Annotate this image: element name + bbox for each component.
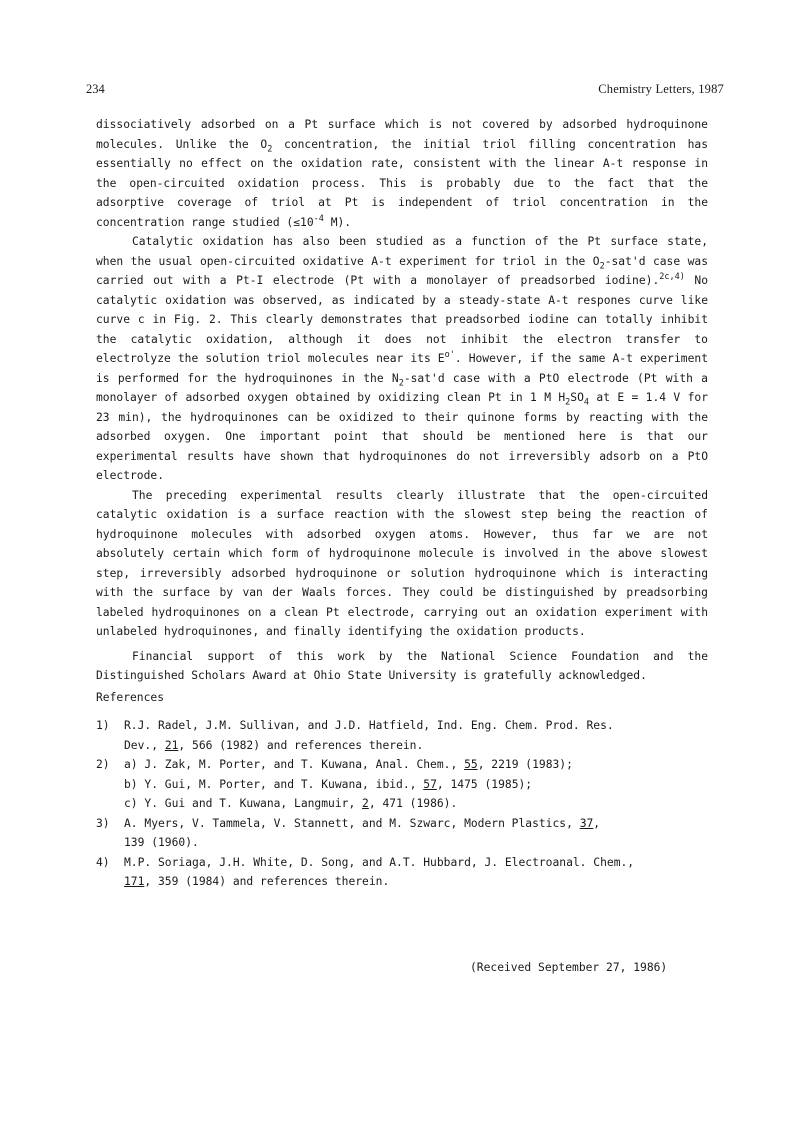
paragraph-2: Catalytic oxidation has also been studied as a function of the Pt surface state, when the usual open-circuited oxidative A-t experiment for triol in the $O_2-sat'd$ case was carried out with a Pt-I electrode (Pt with a monolayer of preadsorbed iodine).$^{2c,4)}$ No catalytic oxidation was observed, as indicated by a steady-state A-t respones curve like curve c in Fig. 2. This clearly demonstrates that preadsorbed iodine can totally inhibit the catalytic oxidation, although it does not inhibit the electron transfer to electrolyze the solution triol molecules near its $E^{o'}$. However, if the same A-t experiment is performed for the hydroquinones in the $N_2-sat'd$ case with a PtO electrode (Pt with a monolayer of adsorbed oxygen obtained by oxidizing clean Pt in 1 M $H_2SO_4$ at E = 1.4 V for 23 min), the hydroquinones can be oxidized to their quinone forms by reacting with the adsorbed oxygen. One important point that should be mentioned here is that our experimental results have shown that hydroquinones do not irreversibly adsorb on a PtO electrode. — [96, 235, 708, 482]
references-heading: References — [96, 690, 165, 704]
page-number: 234 — [86, 82, 105, 96]
reference-1: 1) R.J. Radel, J.M. Sullivan, and J.D. Hatfield, Ind. Eng. Chem. Prod. Res. Dev., 21, 566 (1982) and references therein. — [96, 719, 614, 752]
reference-2: 2) a) J. Zak, M. Porter, and T. Kuwana, Anal. Chem., 55, 2219 (1983); b) Y. Gui, M. Porter, and T. Kuwana, ibid., 57, 1475 (1985); c) Y. Gui and T. Kuwana, Langmuir, 2, 471 (1986). — [96, 758, 573, 810]
reference-list — [96, 716, 708, 892]
reference-4: 4) M.P. Soriaga, J.H. White, D. Song, and A.T. Hubbard, J. Electroanal. Chem., 171, 359 (1984) and references therein. — [96, 855, 635, 888]
paragraph-3: The preceding experimental results clearly illustrate that the open-circuited catalytic oxidation is a surface reaction with the slowest step being the reaction of hydroquinone molecules with adsorbed oxygen atoms. However, thus far we are not absolutely certain which form of hydroquinone molecule is involved in the above slowest step, irreversibly adsorbed hydroquinone or solution hydroquinone which is interacting with the surface by van der Waals forces. They could be distinguished by preadsorbing labeled hydroquinones on a clean Pt electrode, carrying out an oxidation experiment with unlabeled hydroquinones, and finally identifying the oxidation products. — [96, 488, 708, 638]
article-body — [96, 115, 708, 892]
reference-3: 3) A. Myers, V. Tammela, V. Stannett, and M. Szwarc, Modern Plastics, 37, 139 (1960). — [96, 816, 601, 849]
page-header — [86, 82, 724, 100]
acknowledgment: Financial support of this work by the National Science Foundation and the Distinguished Scholars Award at Ohio State University is gratefully acknowledged. — [96, 649, 708, 682]
received-date: (Received September 27, 1986) — [470, 961, 668, 974]
paragraph-1: dissociatively adsorbed on a Pt surface which is not covered by adsorbed hydroquinone molecules. Unlike the $O_2$ concentration, the initial triol filling concentration has essentially no effect on the oxidation rate, consistent with the linear A-t response in the open-circuited oxidation process. This is probably due to the fact that the adsorptive coverage of triol at Pt is independent of triol concentration in the concentration range studied ($\le 10^{-4}$ M). — [96, 118, 708, 229]
journal-name: Chemistry Letters, 1987 — [598, 82, 724, 96]
